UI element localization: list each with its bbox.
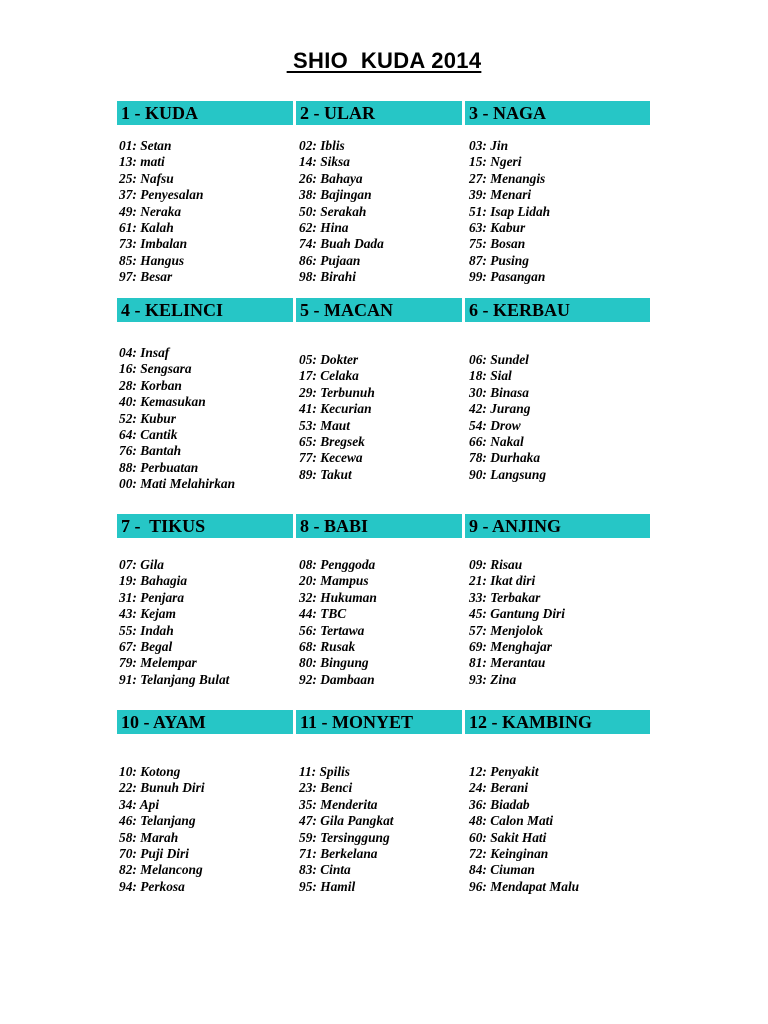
list-item: 17: Celaka: [299, 368, 359, 384]
list-item: 15: Ngeri: [469, 154, 522, 170]
list-item: 61: Kalah: [119, 220, 174, 236]
shio-header: 6 - KERBAU: [465, 298, 650, 322]
list-item: 59: Tersinggung: [299, 829, 390, 845]
list-item: 49: Neraka: [119, 203, 182, 219]
list-item: 68: Rusak: [299, 639, 356, 655]
list-item: 71: Berkelana: [299, 846, 378, 862]
list-item: 53: Maut: [299, 417, 350, 433]
number-list: [469, 557, 565, 688]
shio-header: 5 - MACAN: [296, 298, 462, 322]
list-item: 90: Langsung: [469, 466, 547, 482]
shio-header: 1 - KUDA: [117, 101, 293, 125]
list-item: 87: Pusing: [469, 252, 529, 268]
list-item: 65: Bregsek: [299, 434, 365, 450]
shio-header: 7 - TIKUS: [117, 514, 293, 538]
list-item: 47: Gila Pangkat: [299, 813, 394, 829]
number-list: [469, 138, 550, 286]
list-item: 76: Bantah: [119, 443, 182, 459]
list-item: 41: Kecurian: [299, 401, 372, 417]
list-item: 27: Menangis: [469, 170, 546, 186]
list-item: 91: Telanjang Bulat: [119, 671, 230, 687]
list-item: 58: Marah: [119, 829, 179, 845]
list-item: 16: Sengsara: [119, 361, 192, 377]
list-item: 78: Durhaka: [469, 450, 541, 466]
page-title: SHIO KUDA 2014: [286, 48, 482, 73]
list-item: 03: Jin: [469, 138, 509, 153]
number-list: [299, 352, 375, 483]
list-item: 22: Bunuh Diri: [119, 780, 205, 796]
list-item: 52: Kubur: [119, 410, 176, 426]
list-item: 64: Cantik: [119, 427, 178, 443]
list-item: 80: Bingung: [299, 655, 369, 671]
list-item: 75: Bosan: [469, 236, 526, 252]
list-item: 30: Binasa: [469, 384, 529, 400]
list-item: 79: Melempar: [119, 655, 197, 671]
list-item: 84: Ciuman: [469, 862, 535, 878]
list-item: 85: Hangus: [119, 252, 185, 268]
number-list: [299, 764, 393, 895]
list-item: 50: Serakah: [299, 203, 367, 219]
list-item: 89: Takut: [299, 466, 352, 482]
list-item: 20: Mampus: [299, 573, 369, 589]
list-item: 13: mati: [119, 154, 165, 170]
shio-header: 11 - MONYET: [296, 710, 462, 734]
list-item: 25: Nafsu: [119, 170, 174, 186]
list-item: 33: Terbakar: [469, 589, 541, 605]
list-item: 19: Bahagia: [119, 573, 188, 589]
shio-header: 2 - ULAR: [296, 101, 462, 125]
list-item: 48: Calon Mati: [469, 813, 554, 829]
list-item: 18: Sial: [469, 368, 512, 384]
list-item: 43: Kejam: [119, 606, 176, 622]
list-item: 62: Hina: [299, 220, 349, 236]
list-item: 29: Terbunuh: [299, 384, 375, 400]
shio-header: 4 - KELINCI: [117, 298, 293, 322]
shio-header: 8 - BABI: [296, 514, 462, 538]
list-item: 57: Menjolok: [469, 622, 544, 638]
list-item: 09: Risau: [469, 557, 523, 572]
number-list: [469, 764, 579, 895]
list-item: 44: TBC: [299, 606, 347, 622]
list-item: 66: Nakal: [469, 434, 524, 450]
list-item: 01: Setan: [119, 138, 172, 153]
list-item: 70: Puji Diri: [119, 846, 189, 862]
list-item: 39: Menari: [469, 187, 532, 203]
shio-header: 3 - NAGA: [465, 101, 650, 125]
list-item: 55: Indah: [119, 622, 174, 638]
shio-header-row: [117, 298, 650, 322]
number-list: [119, 345, 235, 493]
list-item: 95: Hamil: [299, 878, 356, 894]
list-item: 77: Kecewa: [299, 450, 363, 466]
list-item: 86: Pujaan: [299, 252, 361, 268]
number-list: [119, 138, 203, 286]
list-item: 67: Begal: [119, 639, 173, 655]
list-item: 35: Menderita: [299, 796, 378, 812]
list-item: 21: Ikat diri: [469, 573, 536, 589]
shio-header-row: [117, 514, 650, 538]
list-item: 94: Perkosa: [119, 878, 185, 894]
list-item: 00: Mati Melahirkan: [119, 476, 236, 492]
list-item: 73: Imbalan: [119, 236, 188, 252]
shio-header: 12 - KAMBING: [465, 710, 650, 734]
list-item: 97: Besar: [119, 269, 173, 285]
list-item: 88: Perbuatan: [119, 459, 199, 475]
number-list: [299, 557, 377, 688]
list-item: 05: Dokter: [299, 352, 359, 367]
shio-header: 10 - AYAM: [117, 710, 293, 734]
list-item: 93: Zina: [469, 671, 517, 687]
list-item: 37: Penyesalan: [119, 187, 204, 203]
list-item: 56: Tertawa: [299, 622, 365, 638]
list-item: 26: Bahaya: [299, 170, 363, 186]
number-list: [119, 764, 205, 895]
list-item: 96: Mendapat Malu: [469, 878, 580, 894]
shio-header-row: [117, 101, 650, 125]
shio-header-row: [117, 710, 650, 734]
list-item: 02: Iblis: [299, 138, 345, 153]
list-item: 99: Pasangan: [469, 269, 546, 285]
list-item: 24: Berani: [469, 780, 529, 796]
list-item: 46: Telanjang: [119, 813, 196, 829]
number-list: [299, 138, 384, 286]
number-list: [119, 557, 229, 688]
list-item: 92: Dambaan: [299, 671, 375, 687]
list-item: 60: Sakit Hati: [469, 829, 547, 845]
list-item: 38: Bajingan: [299, 187, 372, 203]
list-item: 40: Kemasukan: [119, 394, 206, 410]
list-item: 81: Merantau: [469, 655, 546, 671]
list-item: 63: Kabur: [469, 220, 526, 236]
number-list: [469, 352, 546, 483]
list-item: 98: Birahi: [299, 269, 356, 285]
list-item: 34: Api: [119, 796, 160, 812]
list-item: 10: Kotong: [119, 764, 181, 779]
list-item: 72: Keinginan: [469, 846, 549, 862]
list-item: 54: Drow: [469, 417, 521, 433]
list-item: 06: Sundel: [469, 352, 529, 367]
list-item: 28: Korban: [119, 377, 182, 393]
list-item: 31: Penjara: [119, 589, 185, 605]
list-item: 04: Insaf: [119, 345, 170, 360]
list-item: 69: Menghajar: [469, 639, 552, 655]
list-item: 23: Benci: [299, 780, 353, 796]
list-item: 42: Jurang: [469, 401, 531, 417]
list-item: 51: Isap Lidah: [469, 203, 551, 219]
list-item: 82: Melancong: [119, 862, 203, 878]
shio-header: 9 - ANJING: [465, 514, 650, 538]
list-item: 74: Buah Dada: [299, 236, 384, 252]
list-item: 83: Cinta: [299, 862, 351, 878]
list-item: 12: Penyakit: [469, 764, 539, 779]
list-item: 14: Siksa: [299, 154, 350, 170]
list-item: 36: Biadab: [469, 796, 530, 812]
list-item: 45: Gantung Diri: [469, 606, 565, 622]
list-item: 08: Penggoda: [299, 557, 376, 572]
list-item: 11: Spilis: [299, 764, 350, 779]
list-item: 07: Gila: [119, 557, 165, 572]
list-item: 32: Hukuman: [299, 589, 377, 605]
